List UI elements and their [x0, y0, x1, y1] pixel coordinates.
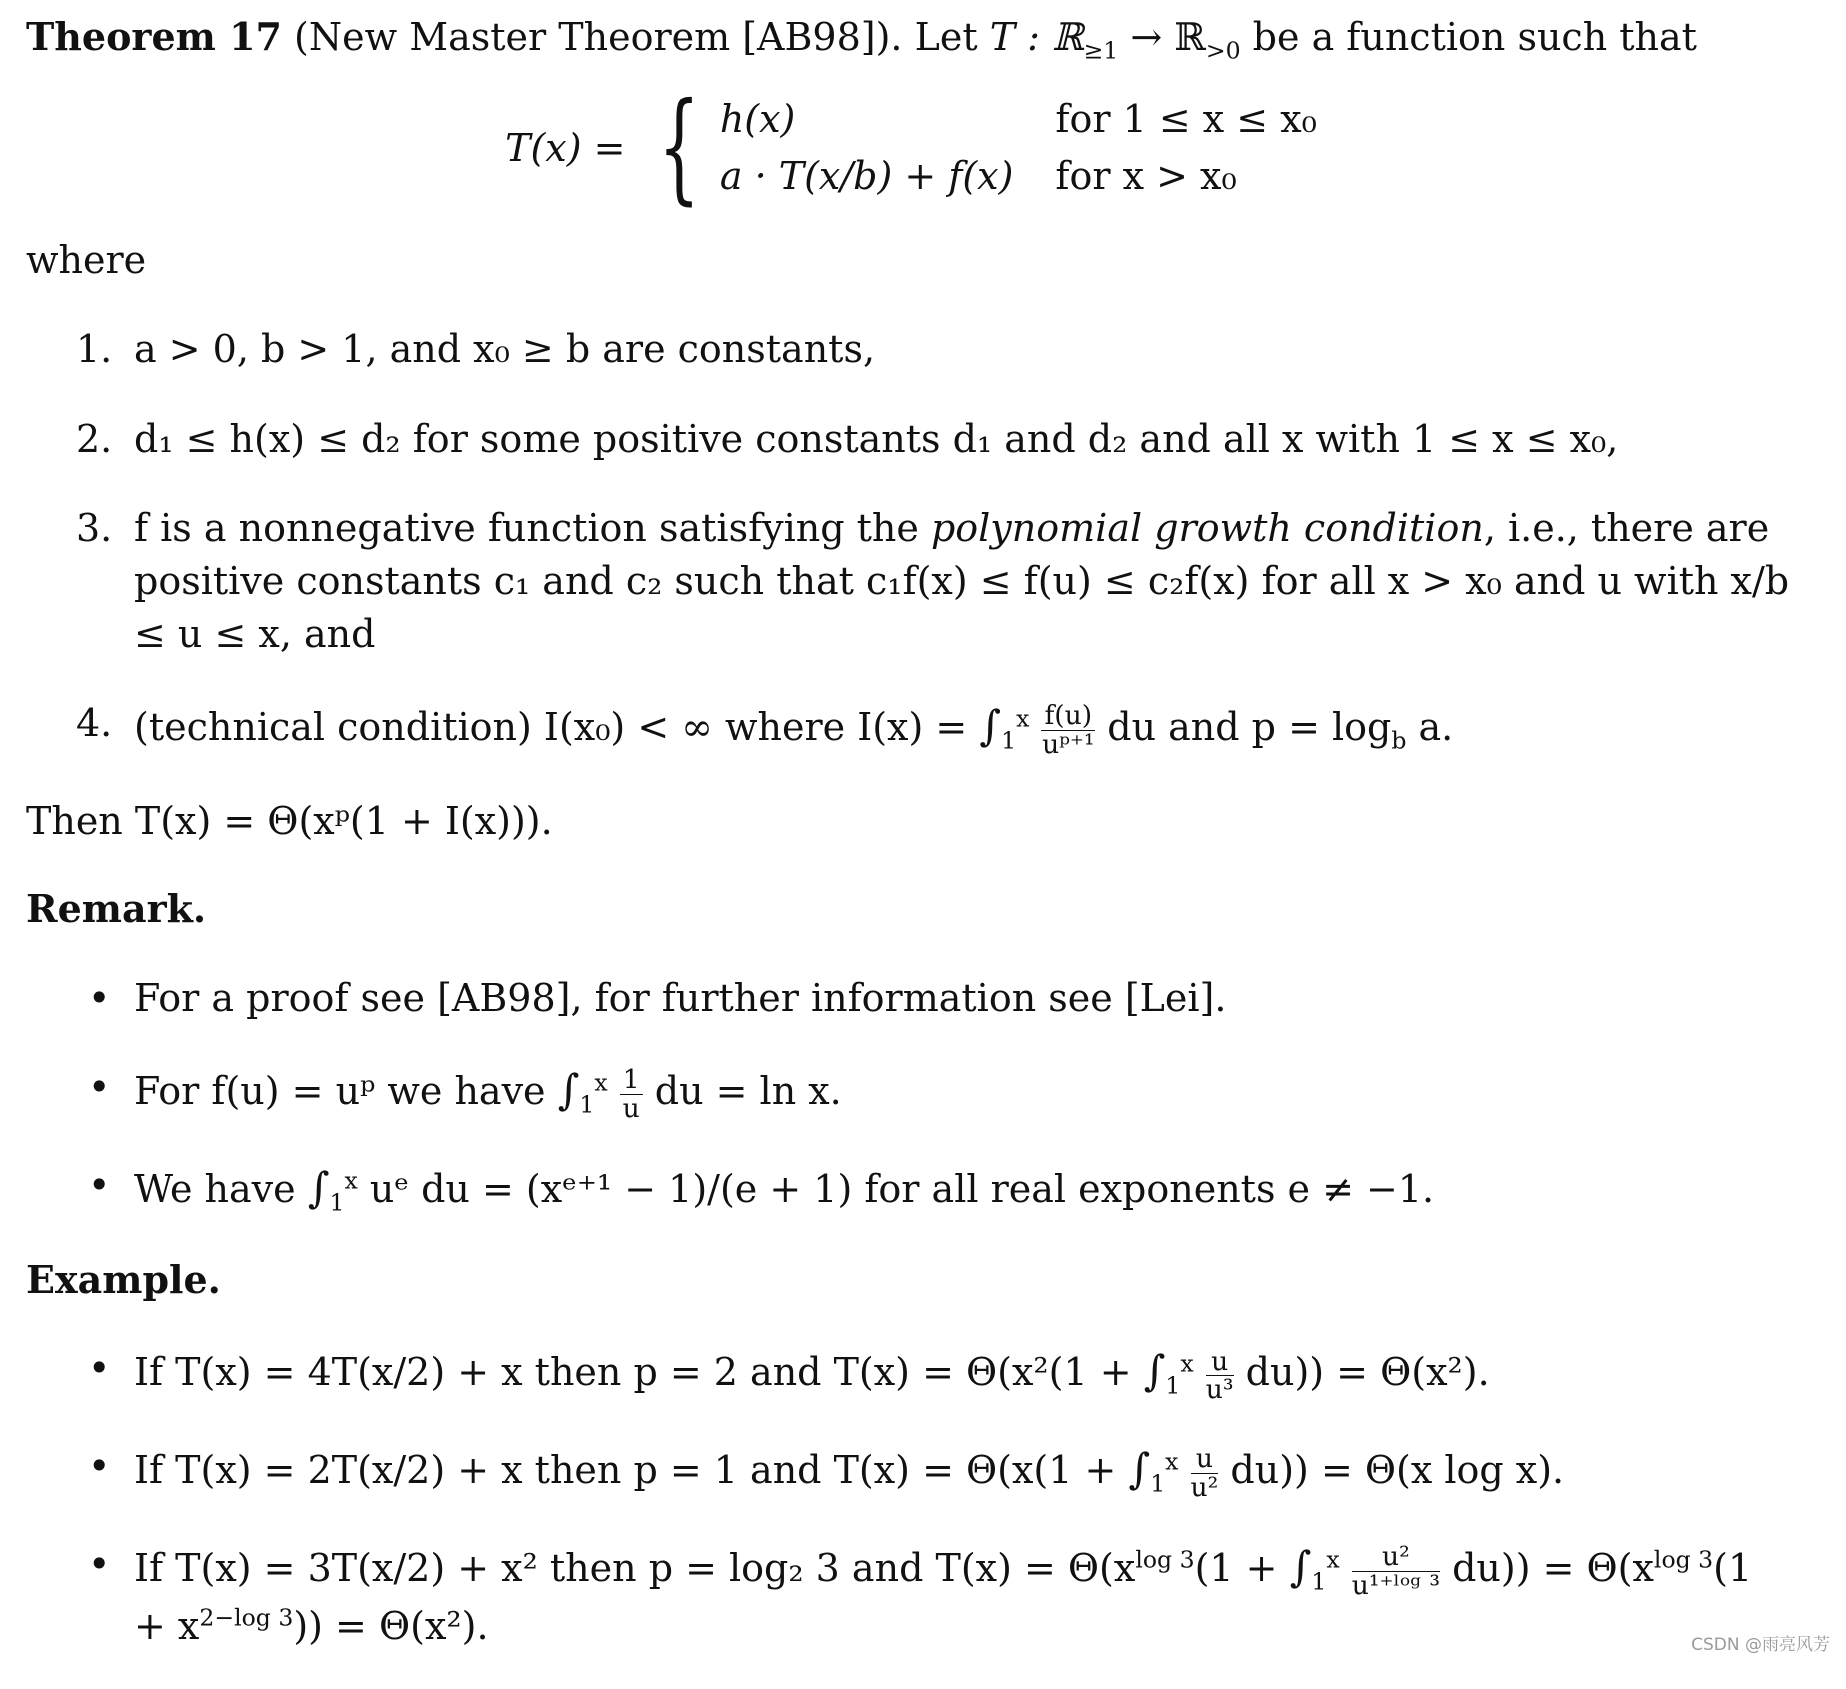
- conclusion: Then T(x) = Θ(xᵖ(1 + I(x))).: [26, 799, 553, 844]
- theorem-intro-pre: Let: [914, 15, 990, 59]
- integral-icon: ∫: [1128, 1444, 1151, 1494]
- integral-upper-limit: x: [1016, 704, 1030, 733]
- fraction: [1041, 702, 1095, 759]
- example-text-post: du)) = Θ(x²).: [1233, 1350, 1490, 1395]
- remark-list: [26, 972, 1796, 1218]
- condition-number: 2.: [76, 416, 113, 461]
- integral-lower-limit: 1: [1311, 1567, 1327, 1596]
- condition-text-post: du and p = log: [1095, 705, 1392, 750]
- bullet-icon: •: [88, 1064, 111, 1109]
- remark-heading: Remark.: [26, 886, 207, 932]
- exponent: 2−log 3: [199, 1603, 294, 1632]
- condition-text-pre: (technical condition) I(x₀) < ∞ where I(x) =: [134, 705, 980, 750]
- condition-text: a > 0, b > 1, and x₀ ≥ b are constants,: [134, 327, 876, 372]
- example-item: [26, 1440, 1796, 1502]
- integral-lower-limit: 1: [1001, 726, 1017, 755]
- recurrence-definition: [26, 78, 1796, 218]
- example-heading: Example.: [26, 1257, 221, 1303]
- remark-text-post: du = ln x.: [642, 1068, 842, 1113]
- codomain-subscript: >0: [1205, 36, 1241, 65]
- watermark: CSDN @雨亮风芳: [1691, 1635, 1830, 1656]
- condition-emphasis: polynomial growth condition: [930, 505, 1484, 550]
- theorem-label: Theorem 17: [26, 14, 282, 59]
- condition-item: [26, 502, 1796, 662]
- integral-upper-limit: x: [344, 1166, 358, 1195]
- fraction-numerator: f(u): [1041, 702, 1095, 731]
- example-text-mid: (1 +: [1194, 1546, 1290, 1591]
- fraction-denominator: u²: [1190, 1472, 1219, 1504]
- exponent: log 3: [1653, 1545, 1714, 1574]
- theorem-statement: [26, 10, 1796, 64]
- fraction-denominator: uᵖ⁺¹: [1042, 729, 1095, 761]
- example-text-post: )) = Θ(x²).: [293, 1604, 489, 1649]
- condition-text-post: , i.e., there are positive constants c₁ and c₂ such that c₁f(x) ≤ f(u) ≤ c₂f(x) for all x > x₀ and u with x/b ≤ u ≤ x, and: [134, 505, 1790, 657]
- condition-number: 3.: [76, 505, 113, 550]
- exponent: log 3: [1135, 1545, 1195, 1574]
- integral-upper-limit: x: [594, 1068, 608, 1097]
- integral-icon: ∫: [307, 1162, 330, 1212]
- theorem-signature: T : ℝ: [989, 15, 1084, 59]
- condition-item: [26, 413, 1796, 466]
- left-brace-icon: {: [658, 78, 701, 218]
- theorem-intro-post: be a function such that: [1240, 15, 1697, 59]
- condition-item: [26, 697, 1796, 759]
- theorem-arrow: → ℝ: [1118, 15, 1206, 59]
- where-text: where: [26, 238, 147, 283]
- example-list: [26, 1342, 1796, 1653]
- integral-upper-limit: x: [1326, 1545, 1340, 1574]
- fraction-numerator: u: [1206, 1348, 1234, 1377]
- case1-condition: for 1 ≤ x ≤ x₀: [1055, 97, 1317, 141]
- remark-item: [26, 1061, 1796, 1123]
- fraction-denominator: u³: [1205, 1374, 1234, 1406]
- fraction: [1191, 1445, 1219, 1502]
- fraction-numerator: 1: [620, 1066, 643, 1095]
- condition-number: 1.: [76, 327, 113, 372]
- fraction-denominator: u: [622, 1092, 640, 1124]
- bullet-icon: •: [88, 1444, 111, 1489]
- integral-lower-limit: 1: [579, 1090, 595, 1119]
- remark-item: [26, 972, 1796, 1025]
- log-base: b: [1391, 726, 1407, 755]
- integral-lower-limit: 1: [1165, 1372, 1181, 1401]
- document-page: [26, 10, 1796, 1689]
- remark-item: [26, 1159, 1796, 1218]
- remark-text-pre: We have: [134, 1166, 308, 1211]
- case2-expression: a · T(x/b) + f(x): [719, 154, 1014, 199]
- recurrence-lhs: T(x) =: [505, 125, 626, 170]
- fraction-denominator: u¹⁺ˡᵒᵍ ³: [1351, 1570, 1440, 1602]
- example-text-pre: If T(x) = 2T(x/2) + x then p = 1 and T(x) = Θ(x(1 +: [134, 1448, 1129, 1493]
- remark-text-pre: For f(u) = uᵖ we have: [134, 1068, 558, 1113]
- remark-text-post: uᵉ du = (xᵉ⁺¹ − 1)/(e + 1) for all real exponents e ≠ −1.: [357, 1166, 1435, 1211]
- example-text-pre: If T(x) = 3T(x/2) + x² then p = log₂ 3 and T(x) = Θ(x: [134, 1546, 1136, 1591]
- integral-lower-limit: 1: [329, 1188, 345, 1217]
- conditions-list: [26, 323, 1796, 759]
- fraction: [1205, 1345, 1234, 1406]
- condition-text-end: a.: [1406, 705, 1454, 750]
- integral-lower-limit: 1: [1150, 1469, 1166, 1498]
- bullet-icon: •: [88, 975, 111, 1020]
- integral-icon: ∫: [1143, 1346, 1166, 1396]
- case1-expression: h(x): [719, 97, 796, 141]
- condition-text-pre: f is a nonnegative function satisfying the: [134, 505, 931, 550]
- condition-item: [26, 323, 1796, 376]
- recurrence-cases: [720, 93, 1317, 203]
- example-item: [26, 1342, 1796, 1404]
- integral-icon: ∫: [979, 701, 1002, 751]
- fraction: [1352, 1543, 1440, 1600]
- remark-text: For a proof see [AB98], for further information see [Lei].: [134, 975, 1227, 1020]
- case2-condition: for x > x₀: [1055, 154, 1237, 199]
- theorem-name: (New Master Theorem [AB98]).: [294, 15, 903, 59]
- condition-text: d₁ ≤ h(x) ≤ d₂ for some positive constants d₁ and d₂ and all x with 1 ≤ x ≤ x₀,: [134, 416, 1619, 461]
- condition-number: 4.: [76, 701, 113, 746]
- example-text-post: du)) = Θ(x log x).: [1218, 1448, 1565, 1493]
- example-text-mid3: (1 + x: [134, 1546, 1753, 1649]
- domain-subscript: ≥1: [1083, 36, 1119, 65]
- bullet-icon: •: [88, 1542, 111, 1587]
- integral-icon: ∫: [1289, 1542, 1312, 1592]
- example-text-pre: If T(x) = 4T(x/2) + x then p = 2 and T(x) = Θ(x²(1 +: [134, 1350, 1144, 1395]
- example-item: [26, 1538, 1796, 1653]
- fraction-numerator: u²: [1352, 1543, 1440, 1572]
- bullet-icon: •: [88, 1346, 111, 1391]
- fraction-numerator: u: [1191, 1445, 1219, 1474]
- integral-upper-limit: x: [1180, 1349, 1194, 1378]
- bullet-icon: •: [88, 1162, 111, 1207]
- integral-icon: ∫: [557, 1064, 580, 1114]
- example-text-mid2: du)) = Θ(x: [1439, 1546, 1654, 1591]
- fraction: [620, 1063, 643, 1124]
- integral-upper-limit: x: [1165, 1447, 1179, 1476]
